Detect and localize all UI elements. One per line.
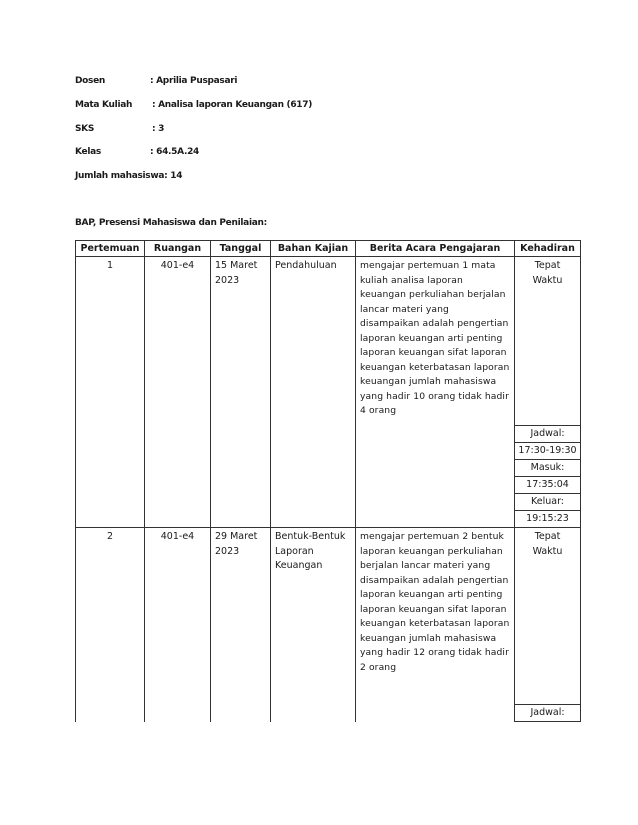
section-title: BAP, Presensi Mahasiswa dan Penilaian: — [75, 218, 267, 228]
cell-keluar-value: 19:15:23 — [515, 511, 581, 528]
cell-jadwal-label: Jadwal: — [515, 705, 581, 722]
bap-table — [75, 240, 581, 722]
cell-tanggal: 29 Maret 2023 — [211, 528, 271, 722]
header-pertemuan: Pertemuan — [76, 241, 145, 257]
header-tanggal: Tanggal — [211, 241, 271, 257]
cell-berita-acara: mengajar pertemuan 2 bentuk laporan keuangan perkuliahan berjalan lancar materi yang disampaikan adalah pengertian laporan keuangan arti penting laporan keuangan sifat laporan keuangan keterbatasan laporan keuangan jumlah mahasiswa yang hadir 12 orang tidak hadir 2 orang — [356, 528, 515, 722]
dosen-row — [75, 76, 238, 86]
cell-ruangan: 401-e4 — [145, 257, 211, 528]
kelas-value: : 64.5A.24 — [150, 147, 200, 157]
jumlah-row — [75, 171, 182, 181]
kelas-row — [75, 147, 200, 157]
cell-ruangan: 401-e4 — [145, 528, 211, 722]
kelas-label: Kelas — [75, 147, 101, 157]
table-row — [76, 257, 581, 426]
cell-pertemuan: 1 — [76, 257, 145, 528]
cell-masuk-label: Masuk: — [515, 460, 581, 477]
dosen-label: Dosen — [75, 76, 106, 86]
matkul-label: Mata Kuliah — [75, 100, 133, 110]
cell-tanggal: 15 Maret 2023 — [211, 257, 271, 528]
cell-status: Tepat Waktu — [515, 257, 581, 426]
matkul-row — [75, 100, 313, 110]
header-ruangan: Ruangan — [145, 241, 211, 257]
cell-bahan-kajian: Bentuk-Bentuk Laporan Keuangan — [271, 528, 356, 722]
header-bahan-kajian: Bahan Kajian — [271, 241, 356, 257]
cell-bahan-kajian: Pendahuluan — [271, 257, 356, 528]
header-berita-acara: Berita Acara Pengajaran — [356, 241, 515, 257]
cell-status: Tepat Waktu — [515, 528, 581, 705]
sks-value: : 3 — [152, 124, 165, 134]
dosen-value: : Aprilia Puspasari — [150, 76, 238, 86]
cell-keluar-label: Keluar: — [515, 494, 581, 511]
cell-jadwal-label: Jadwal: — [515, 426, 581, 443]
cell-pertemuan: 2 — [76, 528, 145, 722]
sks-label: SKS — [75, 124, 95, 134]
sks-row — [75, 124, 165, 134]
matkul-value: : Analisa laporan Keuangan (617) — [152, 100, 313, 110]
table-row — [76, 528, 581, 705]
cell-jadwal-value: 17:30-19:30 — [515, 443, 581, 460]
jumlah-mahasiswa: Jumlah mahasiswa: 14 — [75, 171, 183, 181]
cell-berita-acara: mengajar pertemuan 1 mata kuliah analisa laporan keuangan perkuliahan berjalan lancar materi yang disampaikan adalah pengertian laporan keuangan arti penting laporan keuangan sifat laporan keuangan keterbatasan laporan keuangan jumlah mahasiswa yang hadir 10 orang tidak hadir 4 orang — [356, 257, 515, 528]
table-header-row — [76, 241, 581, 257]
cell-masuk-value: 17:35:04 — [515, 477, 581, 494]
header-kehadiran: Kehadiran — [515, 241, 581, 257]
